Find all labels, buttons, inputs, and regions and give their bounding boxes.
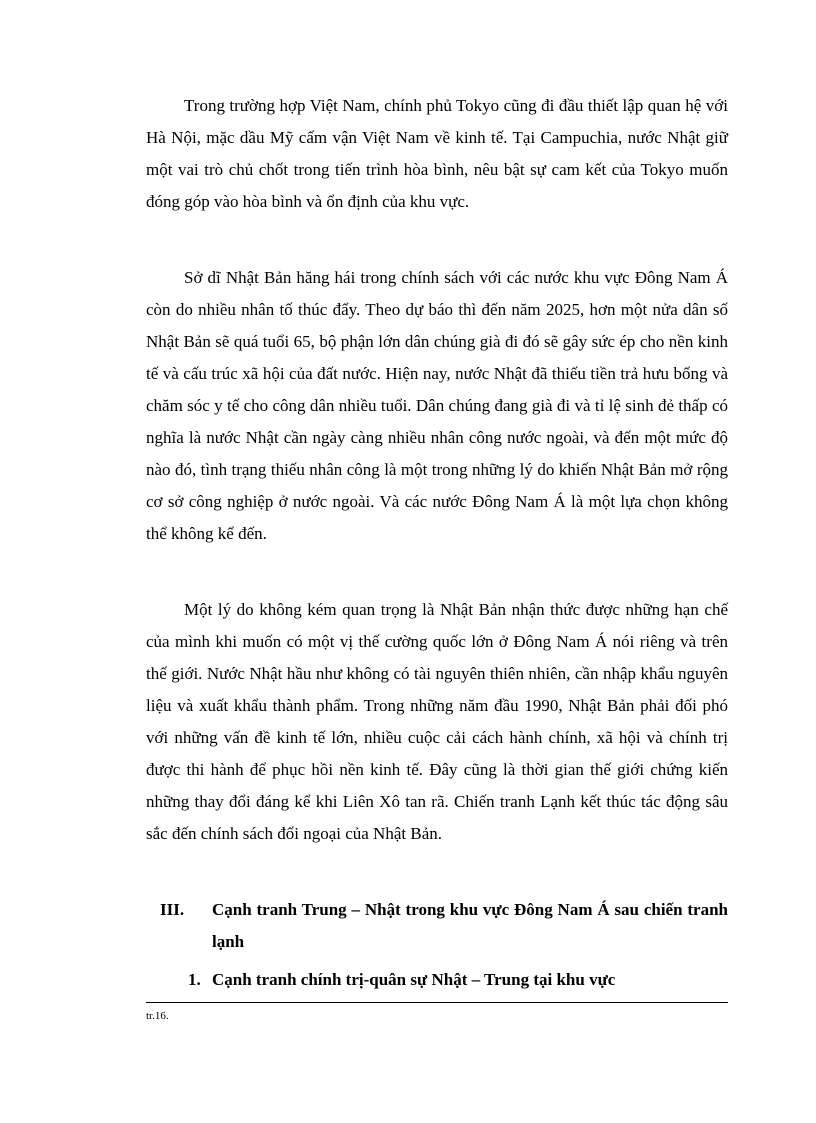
subsection-heading-number: 1. (188, 970, 201, 989)
subsection-heading-text: Cạnh tranh chính trị-quân sự Nhật – Trung tại khu vực (212, 970, 616, 989)
section-heading-number: III. (160, 900, 185, 919)
footnote-divider (146, 1002, 728, 1003)
paragraph-vietnam-cambodia: Trong trường hợp Việt Nam, chính phủ Tokyo cũng đi đầu thiết lập quan hệ với Hà Nội, mặc dầu Mỹ cấm vận Việt Nam về kinh tế. Tại Campuchia, nước Nhật giữ một vai trò chủ chốt trong tiến trình hòa bình, nêu bật sự cam kết của Tokyo muốn đóng góp vào hòa bình và ổn định của khu vực. (146, 96, 728, 211)
paragraph-japan-limitations: Một lý do không kém quan trọng là Nhật Bản nhận thức được những hạn chế của mình khi muốn có một vị thế cường quốc lớn ở Đông Nam Á nói riêng và trên thế giới. Nước Nhật hầu như không có tài nguyên thiên nhiên, cần nhập khẩu nguyên liệu và xuất khẩu thành phẩm. Trong những năm đầu 1990, Nhật Bản phải đối phó với những vấn đề kinh tế lớn, nhiều cuộc cải cách hành chính, xã hội và chính trị được thi hành để phục hồi nền kinh tế. Đây cũng là thời gian thế giới chứng kiến những thay đổi đáng kể khi Liên Xô tan rã. Chiến tranh Lạnh kết thúc tác động sâu sắc đến chính sách đối ngoại của Nhật Bản. (146, 600, 728, 843)
paragraph-motivating-factors: Sở dĩ Nhật Bản hăng hái trong chính sách với các nước khu vực Đông Nam Á còn do nhiều nhân tố thúc đẩy. Theo dự báo thì đến năm 2025, hơn một nửa dân số Nhật Bản sẽ quá tuổi 65, bộ phận lớn dân chúng già đi đó sẽ gây sức ép cho nền kinh tế và cấu trúc xã hội của đất nước. Hiện nay, nước Nhật đã thiếu tiền trả hưu bổng và chăm sóc y tế cho công dân nhiều tuổi. Dân chúng đang già đi và tỉ lệ sinh đẻ thấp có nghĩa là nước Nhật cần ngày càng nhiều nhân công nước ngoài, và đến một mức độ nào đó, tình trạng thiếu nhân công là một trong những lý do khiến Nhật Bản mở rộng cơ sở công nghiệp ở nước ngoài. Và các nước Đông Nam Á là một lựa chọn không thể không kể đến. (146, 268, 728, 543)
footnote-text: tr.16. (146, 1010, 169, 1022)
section-heading-text: Cạnh tranh Trung – Nhật trong khu vực Đông Nam Á sau chiến tranh lạnh (212, 900, 728, 951)
